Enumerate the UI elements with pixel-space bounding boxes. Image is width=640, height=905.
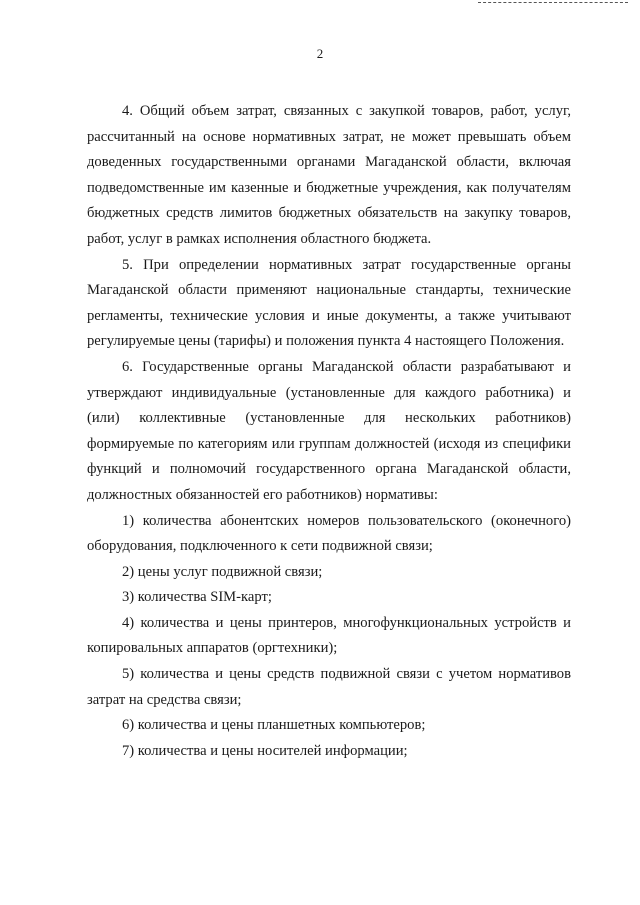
list-item-4: 4) количества и цены принтеров, многофункциональных устройств и копировальных аппаратов (оргтехники); [87, 614, 571, 657]
list-item-5: 5) количества и цены средств подвижной связи с учетом нормативов затрат на средства связи; [87, 666, 571, 708]
list-item-3: 3) количества SIM-карт; [122, 589, 272, 606]
document-body [87, 99, 571, 764]
list-item-7: 7) количества и цены носителей информации; [122, 742, 408, 759]
list-item-1: 1) количества абонентских номеров пользовательского (оконечного) оборудования, подключенного к сети подвижной связи; [87, 512, 571, 555]
list-item-2: 2) цены услуг подвижной связи; [122, 563, 323, 580]
top-edge-line [478, 2, 628, 3]
list-item-6: 6) количества и цены планшетных компьютеров; [122, 717, 426, 734]
paragraph-6: 6. Государственные органы Магаданской области разрабатывают и утверждают индивидуальные (установленные для каждого работника) и (или) коллективные (установленные для нескольких работников) формируемые по категориям или группам должностей (исходя из специфики функций и полномочий государственного органа Магаданской области, должностных обязанностей его работников) нормативы: [87, 358, 571, 503]
paragraph-5: 5. При определении нормативных затрат государственные органы Магаданской области применяют национальные стандарты, технические регламенты, технические условия и иные документы, а также учитывают регулируемые цены (тарифы) и положения пункта 4 настоящего Положения. [87, 256, 571, 350]
paragraph-4: 4. Общий объем затрат, связанных с закупкой товаров, работ, услуг, рассчитанный на основе нормативных затрат, не может превышать объем доведенных государственными органами Магаданской области, включая подведомственные им казенные и бюджетные учреждения, как получателям бюджетных средств лимитов бюджетных обязательств на закупку товаров, работ, услуг в рамках исполнения областного бюджета. [87, 103, 571, 247]
page-number: 2 [316, 46, 324, 61]
